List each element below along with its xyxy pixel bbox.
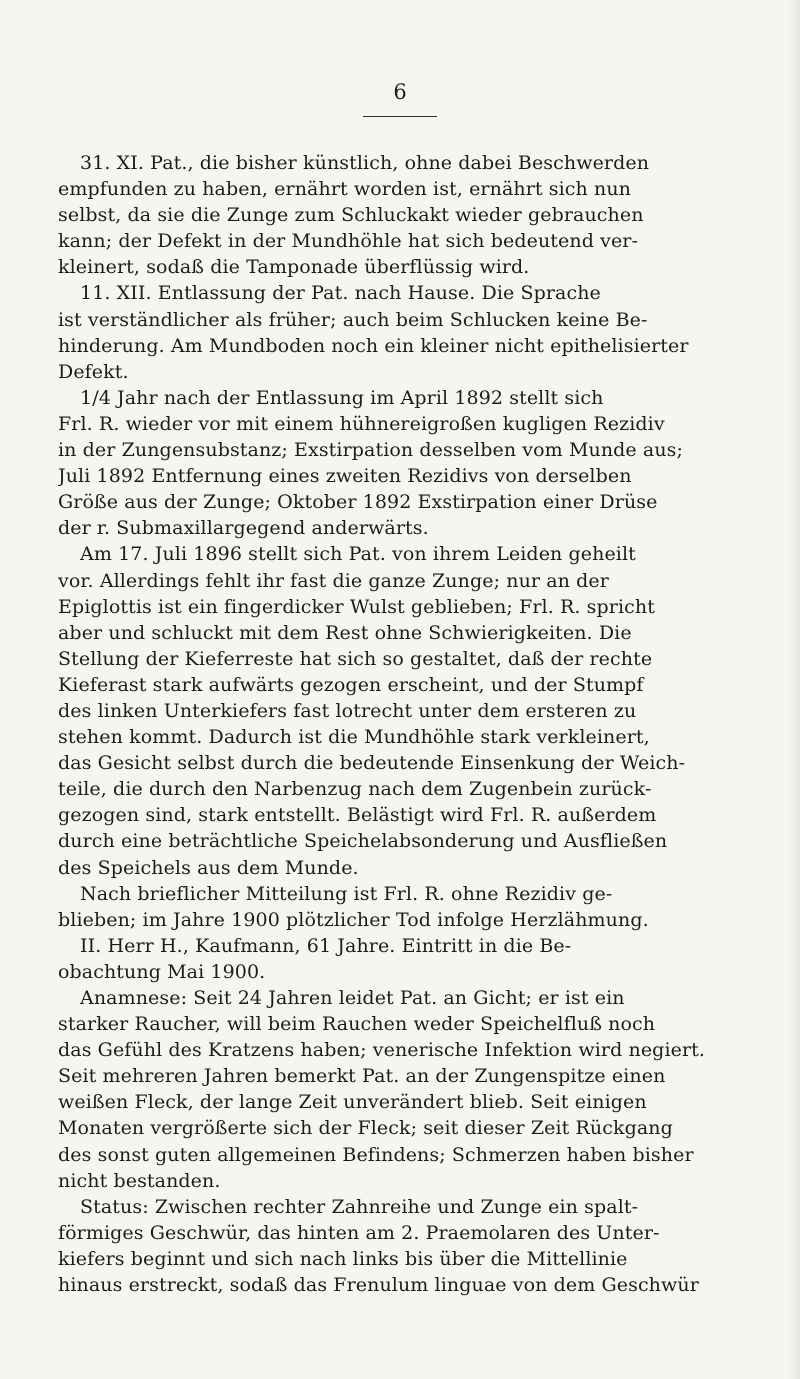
text-line: das Gesicht selbst durch die bedeutende Einsenkung der Weich-	[58, 752, 686, 775]
text-line: des Speichels aus dem Munde.	[58, 856, 359, 879]
text-line: des sonst guten allgemeinen Befindens; Schmerzen haben bisher	[58, 1143, 694, 1166]
text-line: gezogen sind, stark entstellt. Belästigt wird Frl. R. außerdem	[58, 804, 657, 827]
text-line: 31. XI. Pat., die bisher künstlich, ohne dabei Beschwerden	[80, 152, 650, 174]
text-line: Monaten vergrößerte sich der Fleck; seit dieser Zeit Rückgang	[58, 1117, 673, 1140]
text-line: 1/4 Jahr nach der Entlassung im April 1892 stellt sich	[80, 386, 604, 409]
text-line: in der Zungensubstanz; Exstirpation desselben vom Munde aus;	[58, 439, 684, 462]
text-line: das Gefühl des Kratzens haben; venerische Infektion wird negiert.	[58, 1039, 706, 1062]
text-line: weißen Fleck, der lange Zeit unverändert blieb. Seit einigen	[58, 1091, 647, 1114]
text-line: selbst, da sie die Zunge zum Schluckakt wieder gebrauchen	[58, 204, 644, 227]
text-line: der r. Submaxillargegend anderwärts.	[58, 517, 429, 540]
text-line: kiefers beginnt und sich nach links bis über die Mittellinie	[58, 1247, 628, 1270]
text-line: empfunden zu haben, ernährt worden ist, ernährt sich nun	[58, 178, 632, 201]
text-line: blieben; im Jahre 1900 plötzlicher Tod infolge Herzlähmung.	[58, 908, 649, 931]
text-line: des linken Unterkiefers fast lotrecht unter dem ersteren zu	[58, 699, 637, 722]
text-line: starker Raucher, will beim Rauchen weder Speichelfluß noch	[58, 1013, 656, 1036]
text-line: Status: Zwischen rechter Zahnreihe und Zunge ein spalt-	[80, 1195, 639, 1218]
text-line: Epiglottis ist ein fingerdicker Wulst geblieben; Frl. R. spricht	[58, 595, 655, 618]
text-line: Größe aus der Zunge; Oktober 1892 Exstirpation einer Drüse	[58, 491, 658, 514]
text-line: vor. Allerdings fehlt ihr fast die ganze Zunge; nur an der	[58, 569, 609, 592]
text-line: 11. XII. Entlassung der Pat. nach Hause. Die Sprache	[80, 282, 601, 305]
text-line: hinderung. Am Mundboden noch ein kleiner nicht epithelisierter	[58, 334, 689, 357]
text-line: aber und schluckt mit dem Rest ohne Schwierigkeiten. Die	[58, 621, 632, 644]
text-line: obachtung Mai 1900.	[58, 960, 266, 983]
text-line: Juli 1892 Entfernung eines zweiten Rezidivs von derselben	[58, 465, 632, 488]
text-line: förmiges Geschwür, das hinten am 2. Praemolaren des Unter-	[58, 1221, 660, 1244]
text-line: Anamnese: Seit 24 Jahren leidet Pat. an Gicht; er ist ein	[80, 987, 625, 1009]
text-line: stehen kommt. Dadurch ist die Mundhöhle stark verkleinert,	[58, 726, 650, 749]
text-line: II. Herr H., Kaufmann, 61 Jahre. Eintritt in die Be-	[80, 934, 572, 957]
text-line: Frl. R. wieder vor mit einem hühnereigroßen kugligen Rezidiv	[58, 412, 665, 435]
text-line: Stellung der Kieferreste hat sich so gestaltet, daß der rechte	[58, 647, 653, 670]
text-line: Am 17. Juli 1896 stellt sich Pat. von ihrem Leiden geheilt	[80, 543, 636, 566]
text-line: kleinert, sodaß die Tamponade überflüssig wird.	[58, 256, 530, 279]
text-line: Nach brieflicher Mitteilung ist Frl. R. ohne Rezidiv ge-	[80, 882, 613, 905]
body-text	[58, 150, 770, 1298]
text-line: Defekt.	[58, 360, 129, 383]
text-line: hinaus erstreckt, sodaß das Frenulum linguae von dem Geschwür	[58, 1274, 699, 1297]
text-line: ist verständlicher als früher; auch beim Schlucken keine Be-	[58, 308, 648, 331]
page-number: 6	[393, 80, 407, 104]
text-line: durch eine beträchtliche Speichelabsonderung und Ausfließen	[58, 830, 668, 853]
text-line: Seit mehreren Jahren bemerkt Pat. an der Zungenspitze einen	[58, 1065, 666, 1088]
text-line: kann; der Defekt in der Mundhöhle hat sich bedeutend ver-	[58, 230, 639, 253]
text-line: nicht bestanden.	[58, 1169, 221, 1192]
page-number-underline	[363, 116, 437, 117]
text-line: Kieferast stark aufwärts gezogen erscheint, und der Stumpf	[58, 673, 644, 696]
text-line: teile, die durch den Narbenzug nach dem Zugenbein zurück-	[58, 778, 652, 801]
page-edge-shadow	[788, 0, 800, 1379]
